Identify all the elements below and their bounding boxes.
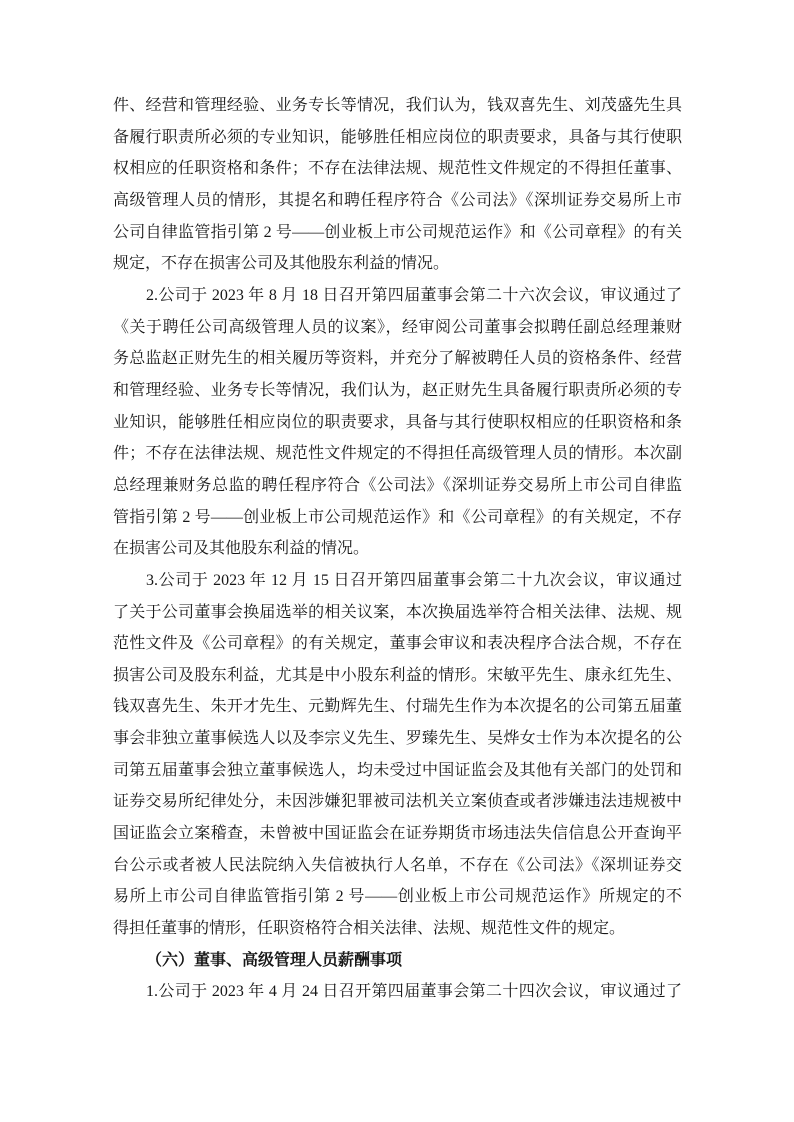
text-line: 司第五届董事会独立董事候选人，均未受过中国证监会及其他有关部门的处罚和 [113,761,682,779]
text-line: 管指引第 2 号——创业板上市公司规范运作》和《公司章程》的有关规定，不存 [113,508,682,526]
text-line: 件；不存在法律法规、规范性文件规定的不得担任高级管理人员的情形。本次副 [113,445,682,463]
text-line: 在损害公司及其他股东利益的情况。 [113,540,370,558]
text-line: 业知识，能够胜任相应岗位的职责要求，具备与其行使职权相应的任职资格和条 [113,413,682,431]
text-line: 事会非独立董事候选人以及李宗义先生、罗臻先生、吴烨女士作为本次提名的公 [113,730,682,748]
text-line: 公司自律监管指引第 2 号——创业板上市公司规范运作》和《公司章程》的有关 [113,223,682,241]
text-line: 务总监赵正财先生的相关履历等资料，并充分了解被聘任人员的资格条件、经营 [113,350,682,368]
text-line: 钱双喜先生、朱开才先生、元勤辉先生、付瑞先生作为本次提名的公司第五届董 [113,698,682,716]
paragraph [113,280,682,565]
text-line: 高级管理人员的情形，其提名和聘任程序符合《公司法》《深圳证券交易所上市 [113,191,682,209]
section-heading [113,945,682,977]
text-line: 3.公司于 2023 年 12 月 15 日召开第四届董事会第二十九次会议，审议通过 [146,571,682,589]
text-line: 得担任董事的情形，任职资格符合相关法律、法规、规范性文件的规定。 [113,920,626,938]
text-line: 件、经营和管理经验、业务专长等情况，我们认为，钱双喜先生、刘茂盛先生具 [113,97,682,114]
text-line: 2.公司于 2023 年 8 月 18 日召开第四届董事会第二十六次会议，审议通过了 [146,286,682,304]
text-line: 《关于聘任公司高级管理人员的议案》，经审阅公司董事会拟聘任副总经理兼财 [113,318,682,336]
text-line: 了关于公司董事会换届选举的相关议案，本次换届选举符合相关法律、法规、规 [113,603,682,621]
paragraph [113,90,682,280]
text-line: 备履行职责所必须的专业知识，能够胜任相应岗位的职责要求，具备与其行使职 [113,128,682,146]
text-line: 台公示或者被人民法院纳入失信被执行人名单，不存在《公司法》《深圳证券交 [113,856,682,874]
paragraph [113,976,682,1008]
text-line: 权相应的任职资格和条件；不存在法律法规、规范性文件规定的不得担任董事、 [113,160,682,178]
text-line: 证券交易所纪律处分，未因涉嫌犯罪被司法机关立案侦查或者涉嫌违法违规被中 [113,793,682,811]
paragraph [113,565,682,945]
document-content [113,90,682,1008]
text-line: （六）董事、高级管理人员薪酬事项 [146,951,403,969]
text-line: 规定，不存在损害公司及其他股东利益的情况。 [113,255,450,273]
text-line: 损害公司及股东利益，尤其是中小股东利益的情形。宋敏平先生、康永红先生、 [113,666,682,684]
text-line: 国证监会立案稽查，未曾被中国证监会在证券期货市场违法失信信息公开查询平 [113,825,682,843]
text-line: 和管理经验、业务专长等情况，我们认为，赵正财先生具备履行职责所必须的专 [113,381,682,399]
text-line: 总经理兼财务总监的聘任程序符合《公司法》《深圳证券交易所上市公司自律监 [113,476,682,494]
text-line: 易所上市公司自律监管指引第 2 号——创业板上市公司规范运作》所规定的不 [113,888,682,906]
text-line: 1.公司于 2023 年 4 月 24 日召开第四届董事会第二十四次会议，审议通过了 [146,983,682,1001]
text-line: 范性文件及《公司章程》的有关规定，董事会审议和表决程序合法合规，不存在 [113,635,682,653]
